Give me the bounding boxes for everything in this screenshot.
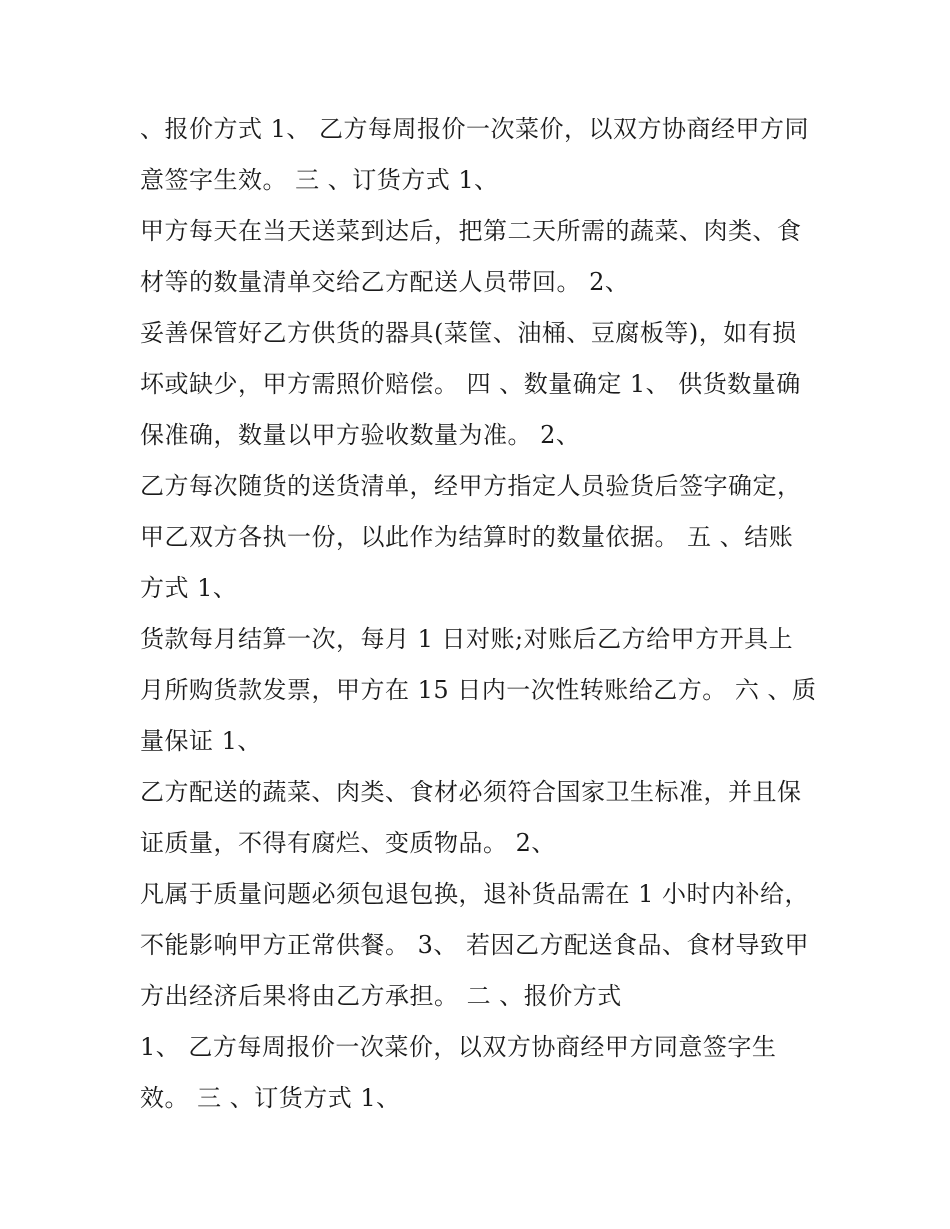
text-line: 货款每月结算一次，每月 1 日对账;对账后乙方给甲方开具上 [140,625,794,653]
text-line: 甲乙双方各执一份，以此作为结算时的数量依据。 五 、结账 [140,523,794,551]
text-line: 材等的数量清单交给乙方配送人员带回。 2、 [140,268,630,296]
text-line: 保准确，数量以甲方验收数量为准。 2、 [140,421,581,449]
text-line: 方出经济后果将由乙方承担。 二 、报价方式 [140,982,622,1010]
text-line: 月所购货款发票，甲方在 15 日内一次性转账给乙方。 六 、质 [140,676,817,704]
text-line: 证质量，不得有腐烂、变质物品。 2、 [140,829,556,857]
text-line: 意签字生效。 三 、订货方式 1、 [140,166,499,194]
text-line: 量保证 1、 [140,727,262,755]
document-body [140,107,830,1127]
text-line: 方式 1、 [140,574,238,602]
text-line: 乙方配送的蔬菜、肉类、食材必须符合国家卫生标准，并且保 [140,778,802,806]
text-line: 凡属于质量问题必须包退包换，退补货品需在 1 小时内补给， [140,880,810,908]
text-line: 妥善保管好乙方供货的器具(菜筐、油桶、豆腐板等)，如有损 [140,319,797,347]
text-line: 乙方每次随货的送货清单，经甲方指定人员验货后签字确定， [140,472,802,500]
text-line: 1、 乙方每周报价一次菜价，以双方协商经甲方同意签字生 [140,1033,777,1061]
text-line: 甲方每天在当天送菜到达后，把第二天所需的蔬菜、肉类、食 [140,217,802,245]
text-line: 坏或缺少，甲方需照价赔偿。 四 、数量确定 1、 供货数量确 [140,370,801,398]
text-line: 不能影响甲方正常供餐。 3、 若因乙方配送食品、食材导致甲 [140,931,810,959]
text-line: 效。 三 、订货方式 1、 [140,1084,401,1112]
text-line: 、报价方式 1、 乙方每周报价一次菜价，以双方协商经甲方同 [140,115,810,143]
